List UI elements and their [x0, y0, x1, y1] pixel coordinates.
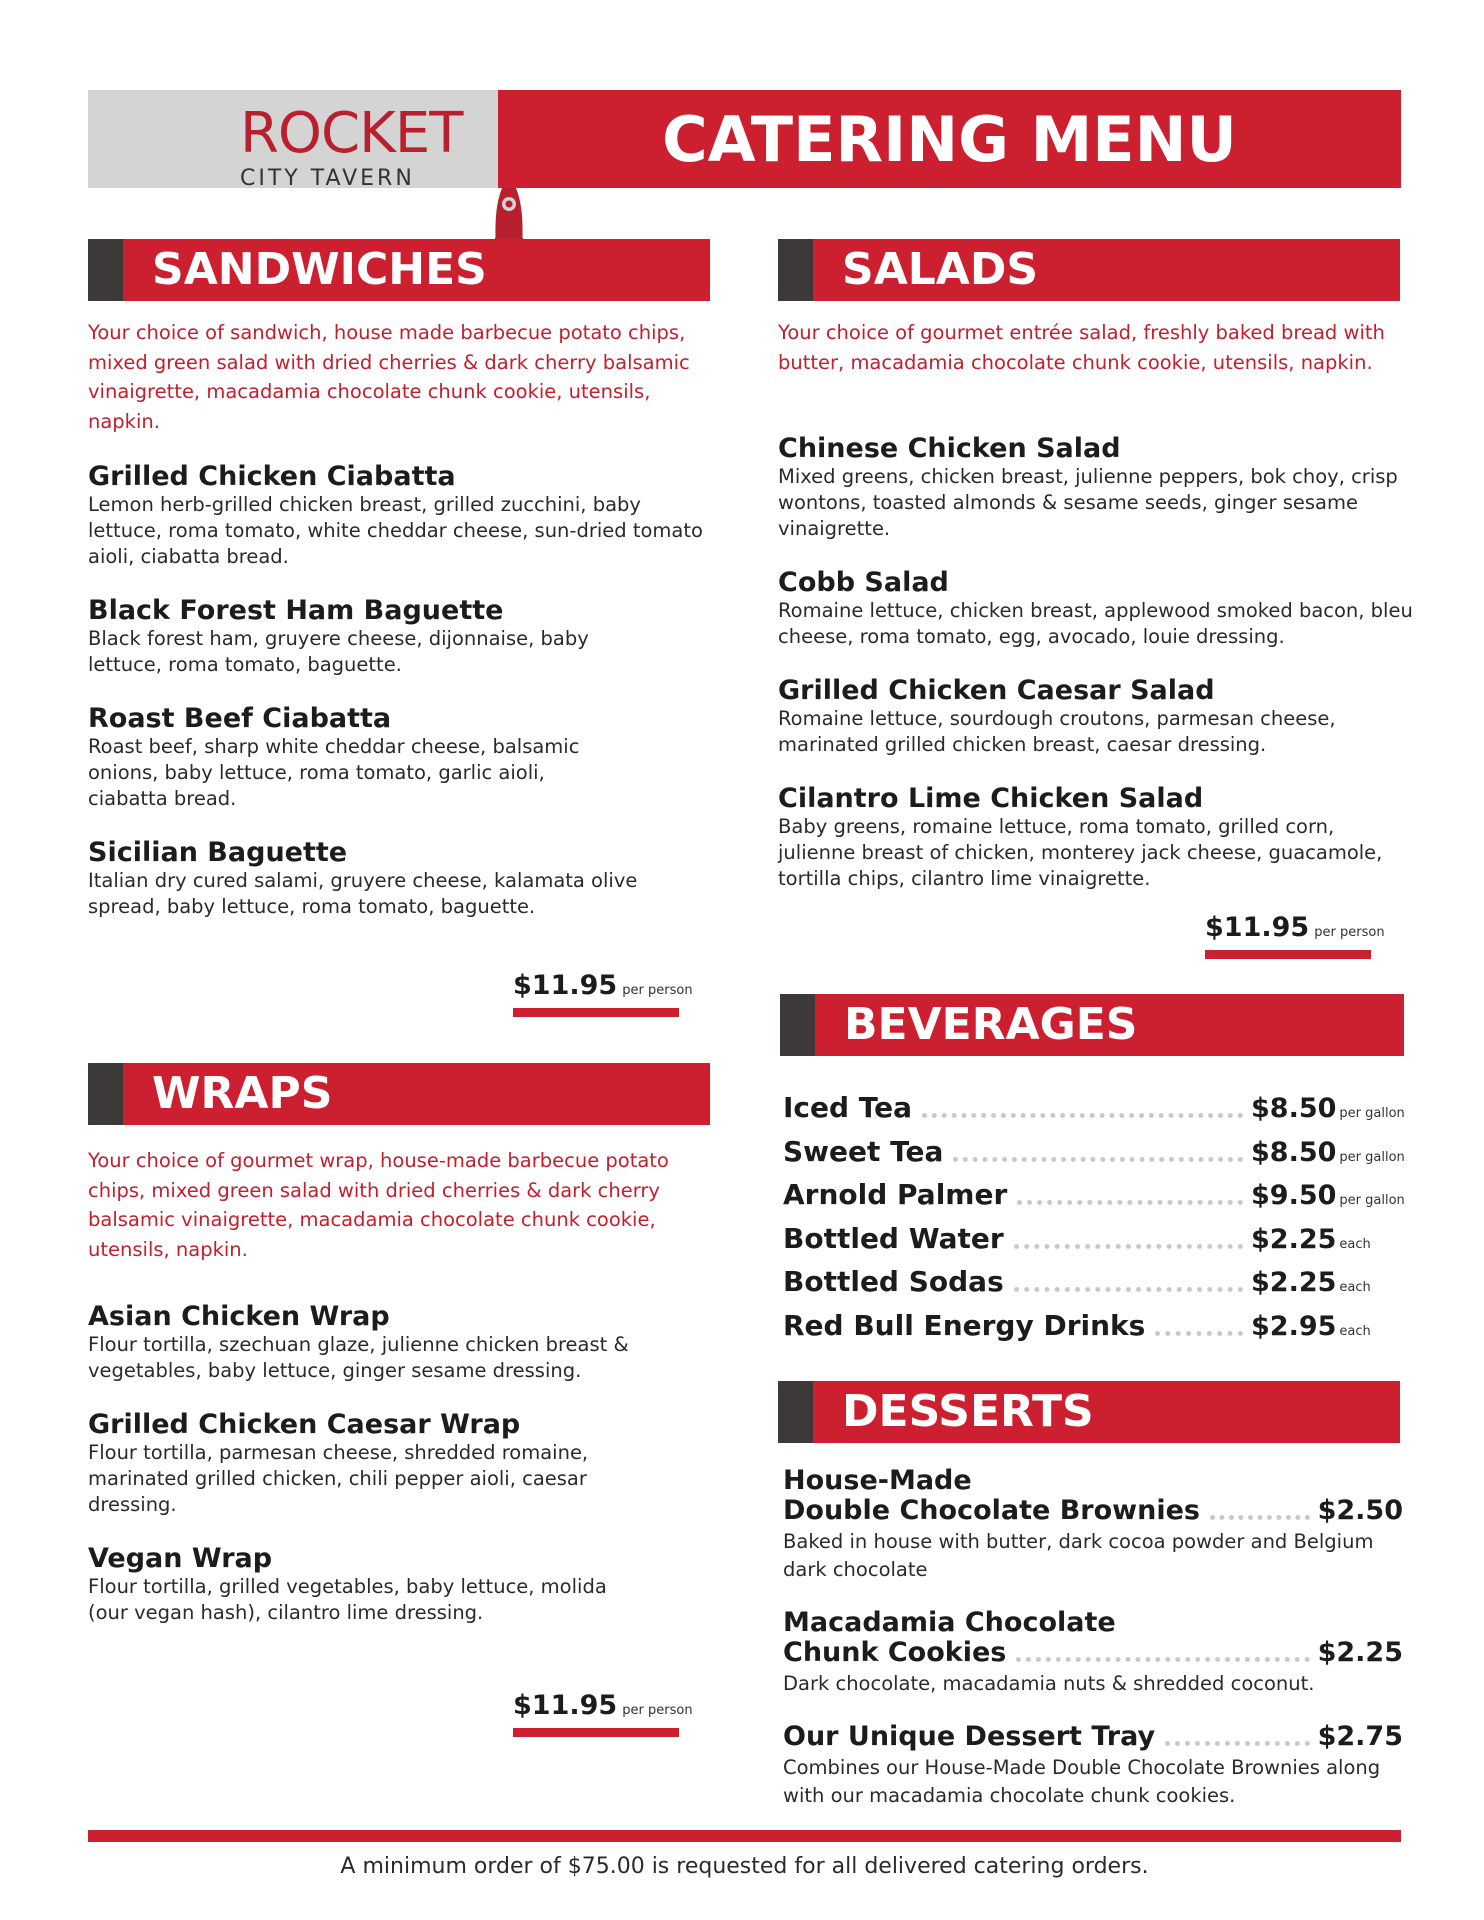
footer-divider — [88, 1830, 1401, 1842]
dessert-price: $2.25 — [1317, 1637, 1403, 1668]
beverage-name: Iced Tea — [783, 1091, 913, 1124]
price-unit: per person — [622, 983, 693, 998]
dessert-name-line1: Macadamia Chocolate — [783, 1607, 1116, 1638]
beverage-row — [783, 1215, 1413, 1255]
dessert-price: $2.50 — [1317, 1495, 1403, 1526]
section-title: BEVERAGES — [844, 999, 1138, 1050]
menu-item — [88, 1544, 648, 1626]
item-name: Chinese Chicken Salad — [778, 433, 1121, 464]
beverage-name: Bottled Water — [783, 1222, 1004, 1255]
item-name: Cilantro Lime Chicken Salad — [778, 783, 1204, 814]
section-title: DESSERTS — [842, 1386, 1094, 1437]
item-description: Baby greens, romaine lettuce, roma tomato, grilled corn, julienne breast of chicken, monterey jack cheese, guacamole, tortilla chips, cilantro lime vinaigrette. — [778, 815, 1383, 890]
item-name: Vegan Wrap — [88, 1543, 273, 1574]
item-description: Italian dry cured salami, gruyere cheese, kalamata olive spread, baby lettuce, roma tomato, baguette. — [88, 869, 638, 918]
page-title: CATERING MENU — [662, 102, 1237, 176]
dessert-name: Our Unique Dessert Tray — [783, 1721, 1156, 1752]
section-header-wraps — [88, 1063, 710, 1125]
beverage-price: $2.95 each — [1251, 1311, 1371, 1342]
beverage-name: Sweet Tea — [783, 1135, 944, 1168]
menu-item — [778, 568, 1418, 650]
item-description: Flour tortilla, grilled vegetables, baby lettuce, molida (our vegan hash), cilantro lime dressing. — [88, 1575, 607, 1624]
wraps-intro: Your choice of gourmet wrap, house-made barbecue potato chips, mixed green salad with dried cherries & dark cherry balsamic vinaigrette, macadamia chocolate chunk cookie, utensils, napkin. — [88, 1149, 669, 1261]
item-name: Sicilian Baguette — [88, 837, 348, 868]
logo-wordmark-city-tavern: CITY TAVERN — [240, 166, 415, 191]
menu-item — [88, 462, 708, 570]
beverage-row — [783, 1128, 1413, 1168]
section-header-beverages — [780, 994, 1404, 1056]
dessert-name: Chunk Cookies — [783, 1637, 1007, 1668]
item-name: Asian Chicken Wrap — [88, 1301, 390, 1332]
dot-leader — [1014, 1244, 1243, 1249]
section-title: SALADS — [842, 244, 1039, 295]
price-unit: per person — [622, 1703, 693, 1718]
sandwiches-intro: Your choice of sandwich, house made barbecue potato chips, mixed green salad with dried cherries & dark cherry balsamic vinaigrette, macadamia chocolate chunk cookie, utensils, napkin. — [88, 321, 690, 433]
price-amount: $11.95 — [1205, 912, 1310, 943]
dessert-name-line1: House-Made — [783, 1465, 972, 1496]
item-description: Mixed greens, chicken breast, julienne peppers, bok choy, crisp wontons, toasted almonds & sesame seeds, ginger sesame vinaigrette. — [778, 465, 1398, 540]
dot-leader — [1155, 1331, 1243, 1336]
dessert-description: Combines our House-Made Double Chocolate Brownies along with our macadamia chocolate chunk cookies. — [783, 1756, 1381, 1807]
dessert-name: Double Chocolate Brownies — [783, 1495, 1200, 1526]
beverage-price: $8.50 per gallon — [1251, 1137, 1405, 1168]
dot-leader — [1014, 1287, 1243, 1292]
item-description: Romaine lettuce, sourdough croutons, parmesan cheese, marinated grilled chicken breast, caesar dressing. — [778, 707, 1336, 756]
beverage-name: Bottled Sodas — [783, 1265, 1004, 1298]
section-title: WRAPS — [152, 1068, 333, 1119]
item-description: Lemon herb-grilled chicken breast, grilled zucchini, baby lettuce, roma tomato, white cheddar cheese, sun-dried tomato aioli, ciabatta bread. — [88, 493, 703, 568]
menu-item — [88, 1302, 708, 1384]
beverage-row — [783, 1171, 1413, 1211]
dessert-item — [783, 1722, 1403, 1810]
dessert-description: Dark chocolate, macadamia nuts & shredded coconut. — [783, 1672, 1315, 1695]
menu-item — [88, 1410, 668, 1518]
dot-leader — [1017, 1200, 1243, 1205]
footer-note: A minimum order of $75.00 is requested for all delivered catering orders. — [340, 1854, 1149, 1879]
dot-leader — [922, 1113, 1243, 1118]
item-description: Black forest ham, gruyere cheese, dijonnaise, baby lettuce, roma tomato, baguette. — [88, 627, 589, 676]
dot-leader — [953, 1157, 1243, 1162]
dot-leader — [1165, 1741, 1309, 1746]
sandwiches-price — [513, 970, 693, 1001]
beverage-price: $2.25 each — [1251, 1267, 1371, 1298]
menu-item — [88, 838, 708, 920]
item-description: Flour tortilla, parmesan cheese, shredded romaine, marinated grilled chicken, chili pepper aioli, caesar dressing. — [88, 1441, 589, 1516]
section-title: SANDWICHES — [152, 244, 487, 295]
price-unit: per person — [1314, 925, 1385, 940]
beverage-row — [783, 1258, 1413, 1298]
page-title-banner — [498, 90, 1401, 188]
menu-item — [88, 596, 618, 678]
beverage-price: $2.25 each — [1251, 1224, 1371, 1255]
beverage-row — [783, 1302, 1413, 1342]
dessert-item — [783, 1466, 1403, 1584]
section-header-sandwiches — [88, 239, 710, 301]
price-amount: $11.95 — [513, 970, 618, 1001]
item-name: Grilled Chicken Ciabatta — [88, 461, 456, 492]
beverage-name: Arnold Palmer — [783, 1178, 1008, 1211]
dessert-item — [783, 1608, 1403, 1698]
item-name: Black Forest Ham Baguette — [88, 595, 504, 626]
menu-item — [778, 434, 1418, 542]
item-description: Romaine lettuce, chicken breast, applewood smoked bacon, bleu cheese, roma tomato, egg, avocado, louie dressing. — [778, 599, 1413, 648]
menu-item — [88, 704, 608, 812]
item-name: Roast Beef Ciabatta — [88, 703, 392, 734]
logo-wordmark-rocket: ROCKET — [240, 101, 463, 166]
price-underline — [513, 1008, 679, 1017]
price-amount: $11.95 — [513, 1690, 618, 1721]
item-name: Grilled Chicken Caesar Salad — [778, 675, 1215, 706]
price-underline — [1205, 950, 1371, 959]
item-description: Flour tortilla, szechuan glaze, julienne chicken breast & vegetables, baby lettuce, ginger sesame dressing. — [88, 1333, 629, 1382]
dot-leader — [1016, 1657, 1309, 1662]
item-name: Grilled Chicken Caesar Wrap — [88, 1409, 521, 1440]
logo — [88, 90, 498, 191]
menu-item — [778, 676, 1418, 758]
beverage-price: $9.50 per gallon — [1251, 1180, 1405, 1211]
dot-leader — [1210, 1515, 1310, 1520]
dessert-description: Baked in house with butter, dark cocoa powder and Belgium dark chocolate — [783, 1530, 1374, 1581]
beverage-price: $8.50 per gallon — [1251, 1093, 1405, 1124]
wraps-price — [513, 1690, 693, 1721]
section-header-desserts — [778, 1381, 1400, 1443]
salads-intro: Your choice of gourmet entrée salad, freshly baked bread with butter, macadamia chocolate chunk cookie, utensils, napkin. — [778, 321, 1385, 374]
price-underline — [513, 1728, 679, 1737]
beverage-row — [783, 1084, 1413, 1124]
salads-price — [1205, 912, 1385, 943]
section-header-salads — [778, 239, 1400, 301]
dessert-price: $2.75 — [1317, 1721, 1403, 1752]
beverage-name: Red Bull Energy Drinks — [783, 1309, 1146, 1342]
item-name: Cobb Salad — [778, 567, 949, 598]
menu-item — [778, 784, 1398, 892]
item-description: Roast beef, sharp white cheddar cheese, balsamic onions, baby lettuce, roma tomato, garlic aioli, ciabatta bread. — [88, 735, 580, 810]
